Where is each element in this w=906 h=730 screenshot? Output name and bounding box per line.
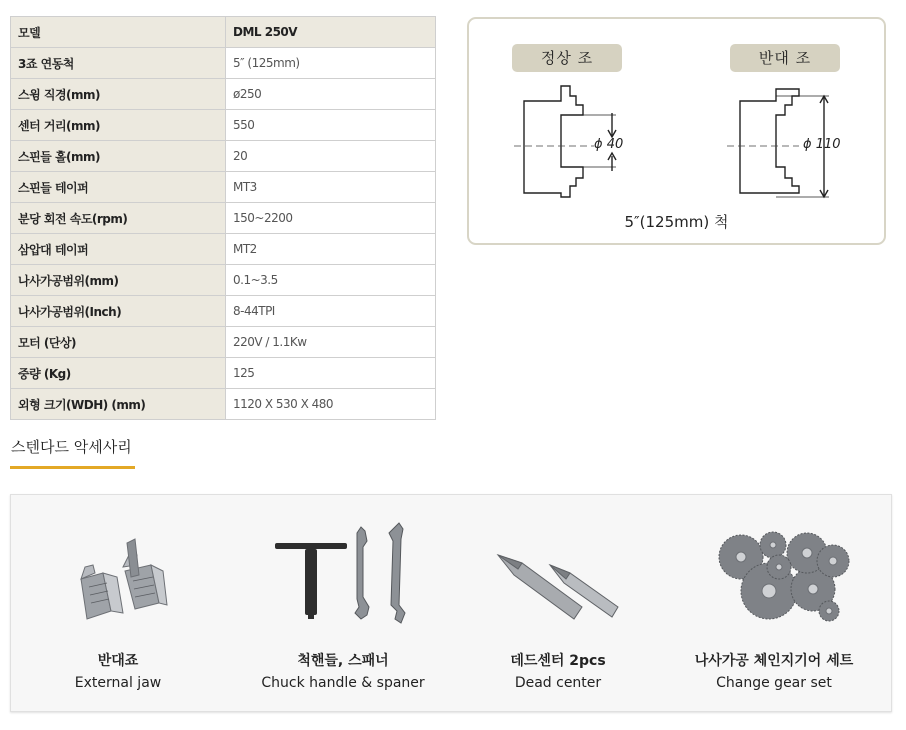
accessory-en-label: External jaw xyxy=(74,675,162,691)
chuck-caption: 5″(125mm) 척 xyxy=(624,213,729,231)
spec-key: 센터 거리(mm) xyxy=(11,110,226,141)
spec-value: MT2 xyxy=(226,234,436,265)
spec-key: 외형 크기(WDH) (mm) xyxy=(11,389,226,420)
spec-key: 나사가공범위(mm) xyxy=(11,265,226,296)
spec-value: 20 xyxy=(226,141,436,172)
reverse-jaw-label: 반대 조 xyxy=(730,44,840,72)
dead-center-icon xyxy=(478,515,638,625)
spec-row xyxy=(11,327,436,358)
spec-key: 스윙 직경(mm) xyxy=(11,79,226,110)
spec-value: 1120 X 530 X 480 xyxy=(226,389,436,420)
reverse-dimension: ϕ 110 xyxy=(803,137,841,152)
spec-value: ø250 xyxy=(226,79,436,110)
spec-value: 0.1~3.5 xyxy=(226,265,436,296)
spec-value: DML 250V xyxy=(226,17,436,48)
spec-key: 분당 회전 속도(rpm) xyxy=(11,203,226,234)
spec-key: 나사가공범위(Inch) xyxy=(11,296,226,327)
spec-row xyxy=(11,110,436,141)
spec-row xyxy=(11,141,436,172)
spec-key: 삼압대 테이퍼 xyxy=(11,234,226,265)
normal-jaw-label: 정상 조 xyxy=(512,44,622,72)
chuck-diagram xyxy=(467,17,886,245)
accessory-en-label: Change gear set xyxy=(716,675,832,691)
spec-row xyxy=(11,172,436,203)
normal-dimension: ϕ 40 xyxy=(594,137,624,152)
accessories-title-underline xyxy=(10,466,135,469)
spec-value: 8-44TPI xyxy=(226,296,436,327)
spec-row xyxy=(11,79,436,110)
spec-key: 중량 (Kg) xyxy=(11,358,226,389)
spec-row xyxy=(11,17,436,48)
accessory-ko-label: 데드센터 2pcs xyxy=(510,653,606,669)
spec-row xyxy=(11,203,436,234)
accessory-ko-label: 반대죠 xyxy=(97,653,139,669)
accessory-chuck-handle xyxy=(233,515,453,705)
accessory-en-label: Dead center xyxy=(514,675,602,691)
spec-row xyxy=(11,296,436,327)
change-gear-set-icon xyxy=(689,515,859,630)
chuck-drawing xyxy=(469,19,884,243)
spec-key: 모터 (단상) xyxy=(11,327,226,358)
spec-value: 150~2200 xyxy=(226,203,436,234)
spec-value: 220V / 1.1Kw xyxy=(226,327,436,358)
accessory-ko-label: 척핸들, 스패너 xyxy=(297,653,389,669)
accessories-title: 스텐다드 악세사리 xyxy=(11,438,132,456)
external-jaw-icon xyxy=(53,515,183,625)
spec-value: 5″ (125mm) xyxy=(226,48,436,79)
spec-value: 550 xyxy=(226,110,436,141)
spec-key: 스핀들 홀(mm) xyxy=(11,141,226,172)
accessory-en-label: Chuck handle & spaner xyxy=(261,675,425,691)
spec-table xyxy=(10,16,436,420)
chuck-handle-spanner-icon xyxy=(253,515,433,630)
accessory-change-gear-set xyxy=(664,515,884,705)
spec-row xyxy=(11,48,436,79)
spec-value: MT3 xyxy=(226,172,436,203)
spec-row xyxy=(11,265,436,296)
accessory-external-jaw xyxy=(8,515,228,705)
spec-key: 3죠 연동척 xyxy=(11,48,226,79)
spec-key: 모델 xyxy=(11,17,226,48)
spec-row xyxy=(11,389,436,420)
spec-value: 125 xyxy=(226,358,436,389)
spec-row xyxy=(11,234,436,265)
spec-key: 스핀들 테이퍼 xyxy=(11,172,226,203)
accessories-panel xyxy=(10,494,892,712)
spec-row xyxy=(11,358,436,389)
accessory-ko-label: 나사가공 체인지기어 세트 xyxy=(694,653,854,669)
accessory-dead-center xyxy=(448,515,668,705)
